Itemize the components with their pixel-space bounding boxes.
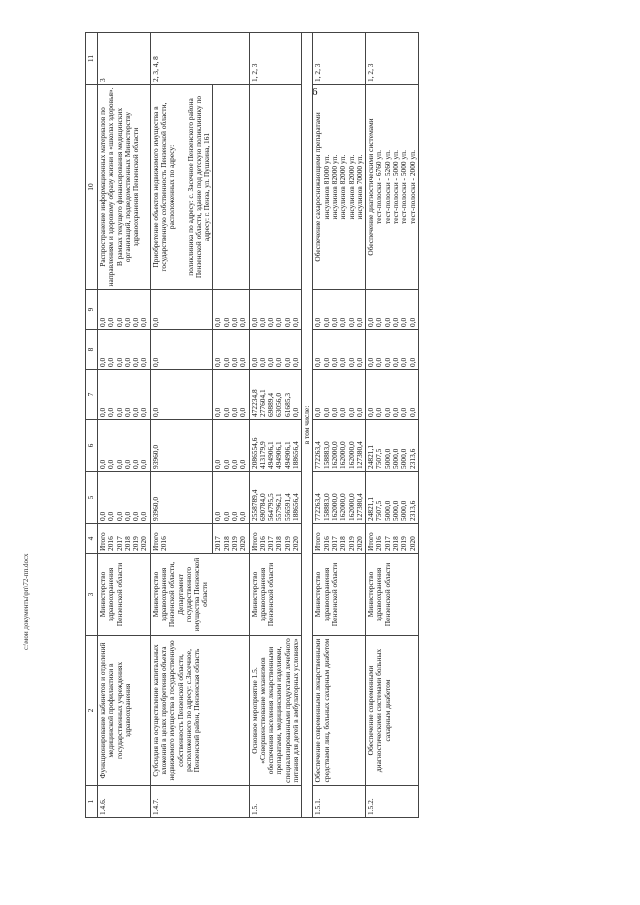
value: 0,0 [131,511,141,521]
value: 158883,0 [321,441,331,469]
value: 0,0 [354,407,364,417]
value: 0,0 [249,357,259,367]
value: 188656,4 [290,493,300,521]
value: 0,0 [221,317,231,327]
value: 0,0 [338,407,348,417]
header-cell: 3 [86,554,98,636]
value: 0,0 [139,407,149,417]
value: 0,0 [213,459,223,469]
including-label: в том числе: [302,33,313,818]
value: 0,0 [238,407,248,417]
value: 690784,0 [257,493,267,521]
value: 0,0 [266,317,276,327]
value: 0,0 [114,407,124,417]
result-text: инсулинов 82000 уп. [346,154,356,220]
value: 0,0 [313,407,323,417]
values-col5 [213,472,249,524]
expected-result [150,85,213,290]
value: 556591,4 [282,493,292,521]
value: 0,0 [290,357,300,367]
value: 5000,0 [382,500,392,521]
value: 772263,4 [313,441,323,469]
row-number: 1.4.6. [98,786,151,818]
row-number: 1.5.2. [366,786,419,818]
value: 0,0 [150,290,213,330]
value: 0,0 [407,407,417,417]
expected-result [98,85,151,290]
value: 0,0 [221,511,231,521]
value: 0,0 [122,357,132,367]
value: 7507,5 [374,448,384,469]
year: 2019 [229,536,239,551]
value: 0,0 [249,317,259,327]
table-row [150,33,213,818]
executor: Министерство здравоохранения Пензенской области [98,554,151,636]
value: 0,0 [229,459,239,469]
value: 0,0 [98,459,107,469]
value: 472234,8 [249,389,259,417]
table-row [313,33,366,818]
value: 0,0 [346,407,356,417]
value: 0,0 [290,407,300,417]
year: 2019 [131,536,141,551]
value: 0,0 [282,317,292,327]
value: 162000,0 [346,493,356,521]
year: 2020 [407,536,417,551]
year: 2019 [346,536,356,551]
value: 93960,0 [150,420,213,472]
value: 0,0 [282,357,292,367]
value: 0,0 [330,407,340,417]
values-col7 [98,370,151,420]
years-cell [213,524,249,554]
value: 0,0 [122,317,132,327]
year: 2016 [158,536,168,551]
result-text: тест-полоски - 2000 уп. [407,150,417,224]
values-col5 [366,472,419,524]
value: 0,0 [313,317,323,327]
value: 0,0 [266,357,276,367]
year: 2018 [338,536,348,551]
year: 2020 [139,536,149,551]
values-col7 [249,370,302,420]
value: 5000,0 [382,448,392,469]
value: 0,0 [139,317,149,327]
result-text: поликлиника по адресу: с. Засечное Пензенского района Пензенской области, здание под детскую поликлинику по адресу: г. Пенза, ул. Пушкина, 161 [185,95,212,279]
activity-name: Субсидия на осуществление капитальных вложений в целях приобретения объекта недвижимого имущества в государственную собственность Пензенской области, расположенного по адресу: с.Засечное, Пензенский район, Пензенская область [150,636,249,786]
year: 2020 [238,536,248,551]
value: 0,0 [229,511,239,521]
activity-name: Функционирование кабинетов и отделений медицинской профилактики в государственных учреждениях здравоохранения [98,636,151,786]
value: 0,0 [382,317,392,327]
value: 2086554,6 [249,437,259,469]
page-number: 6 [312,86,318,98]
values-col9 [366,290,419,330]
value: 0,0 [321,317,331,327]
value: 0,0 [98,317,107,327]
activity-name: Обеспечение современными диагностическими системами больных сахарным диабетом [366,636,419,786]
header-cell: 1 [86,786,98,818]
value: 0,0 [98,511,107,521]
value: 564795,5 [266,493,276,521]
year: Итого [150,532,160,551]
value: 0,0 [366,317,376,327]
value: 0,0 [274,317,284,327]
row-number: 1.5.1. [313,786,366,818]
result-text: В рамках текущего финансирования медицинских организаций, подведомственных Министерству здравоохранения Пензенской области [114,107,141,267]
executor: Министерство здравоохранения Пензенской области [366,554,419,636]
value: 0,0 [139,511,149,521]
value: 0,0 [238,511,248,521]
value: 0,0 [139,459,149,469]
year: 2017 [382,536,392,551]
values-col7 [213,370,249,420]
value: 0,0 [213,357,223,367]
value: 7507,5 [374,500,384,521]
value: 162000,0 [330,441,340,469]
year: Итого [249,532,259,551]
values-col9 [213,290,249,330]
footer-file-path: c:\мои документы\рп\72-пп.docx [22,553,30,650]
value: 0,0 [399,407,409,417]
values-col6 [98,420,151,472]
year: 2016 [321,536,331,551]
executor: Министерство здравоохранения Пензенской области, Департамент государственного имущества Пензенской области [150,554,249,636]
value: 0,0 [131,317,141,327]
values-col5 [98,472,151,524]
value: 0,0 [221,459,231,469]
value: 93960,0 [150,472,213,524]
value: 0,0 [106,459,116,469]
value: 0,0 [229,407,239,417]
value: 0,0 [238,317,248,327]
value: 0,0 [330,317,340,327]
value: 0,0 [313,357,323,367]
year: Итого [366,532,376,551]
section-separator-row [302,33,313,818]
value: 0,0 [221,407,231,417]
value: 0,0 [374,357,384,367]
value: 0,0 [257,357,267,367]
value: 2313,6 [407,448,417,469]
result-text: тест-полоски - 5000 уп. [399,150,409,224]
years-cell [98,524,151,554]
values-col5 [249,472,302,524]
executor: Министерство здравоохранения Пензенской области [249,554,302,636]
value: 0,0 [257,317,267,327]
value: 162000,0 [338,493,348,521]
value: 413179,9 [257,441,267,469]
value: 127380,4 [354,441,364,469]
result-text: тест-полоски - 6760 уп. [374,150,384,224]
result-text: инсулинов 82000 уп. [338,154,348,220]
year: Итого [313,532,323,551]
value: 0,0 [150,330,213,370]
value: 5000,0 [391,448,400,469]
value: 0,0 [229,357,239,367]
value: 0,0 [98,407,107,417]
values-col5 [313,472,366,524]
value: 0,0 [131,459,141,469]
value: 0,0 [114,511,124,521]
program-table [85,32,419,818]
value: 0,0 [374,407,384,417]
row-number: 1.5. [249,786,302,818]
year: 2018 [274,536,284,551]
expected-result [313,85,366,290]
value: 0,0 [354,317,364,327]
year: 2020 [354,536,364,551]
row-number: 1.4.7. [150,786,249,818]
value: 0,0 [106,407,116,417]
value: 0,0 [407,357,417,367]
header-cell: 4 [86,524,98,554]
values-col8 [213,330,249,370]
value: 0,0 [321,357,331,367]
value: 0,0 [122,407,132,417]
value: 5000,0 [399,448,409,469]
value: 0,0 [229,317,239,327]
values-col6 [366,420,419,472]
value: 0,0 [346,357,356,367]
value: 63056,0 [274,392,284,417]
year: 2017 [266,536,276,551]
result-text: инсулинов 70000 уп. [354,154,364,220]
year: 2017 [114,536,124,551]
value: 24821,1 [366,444,376,469]
values-col9 [98,290,151,330]
value: 0,0 [139,357,149,367]
year: 2018 [391,536,400,551]
value: 188656,4 [290,441,300,469]
year: 2016 [257,536,267,551]
value: 772263,4 [313,493,323,521]
value: 24821,1 [366,496,376,521]
executor: Министерство здравоохранения Пензенской области [313,554,366,636]
table-row [98,33,151,818]
value: 0,0 [346,317,356,327]
value: 494906,1 [282,441,292,469]
value: 0,0 [391,357,400,367]
year: 2019 [399,536,409,551]
values-col8 [313,330,366,370]
indicator-ref: 3 [98,33,151,85]
expected-result [366,85,419,290]
value: 0,0 [114,317,124,327]
table-row [249,33,302,818]
value: 0,0 [366,407,376,417]
indicator-ref: 1, 2, 3 [366,33,419,85]
values-col8 [98,330,151,370]
result-text: тест-полоски - 5000 уп. [391,150,400,224]
activity-name: Обеспечение современными лекарственными средствами лиц, больных сахарным диабетом [313,636,366,786]
value: 0,0 [114,357,124,367]
values-col9 [313,290,366,330]
table-row [366,33,419,818]
year: Итого [98,532,107,551]
year: 2016 [106,536,116,551]
indicator-ref: 2, 3, 4, 8 [150,33,249,85]
header-cell: 6 [86,420,98,472]
value: 0,0 [382,407,392,417]
values-col7 [313,370,366,420]
value: 0,0 [407,317,417,327]
value: 0,0 [382,357,392,367]
rotated-table-container [85,33,595,818]
values-col6 [213,420,249,472]
values-col6 [249,420,302,472]
result-text: Обеспечение диагностическими системами [366,118,376,256]
value: 494906,1 [274,441,284,469]
value: 0,0 [122,459,132,469]
value: 557962,1 [274,493,284,521]
header-cell: 5 [86,472,98,524]
header-cell: 11 [86,33,98,85]
values-col6 [313,420,366,472]
header-cell: 2 [86,636,98,786]
values-col8 [366,330,419,370]
value: 5000,0 [399,500,409,521]
value: 0,0 [330,357,340,367]
years-cell [150,524,213,554]
result-text: Обеспечение сахароснижающими препаратами [313,112,323,262]
indicator-ref: 1, 2, 3 [313,33,366,85]
year: 2019 [282,536,292,551]
value: 162000,0 [338,441,348,469]
value: 162000,0 [346,441,356,469]
result-text: Приобретение объектов недвижимого имущества в государственную собственность Пензенской области, расположенных по адресу: [150,102,177,272]
value: 0,0 [374,317,384,327]
value: 0,0 [122,511,132,521]
result-text: тест-полоски - 5260 уп. [382,150,392,224]
value: 2313,6 [407,500,417,521]
header-cell: 10 [86,85,98,290]
value: 0,0 [274,357,284,367]
value: 0,0 [131,407,141,417]
value: 0,0 [106,317,116,327]
value: 277604,1 [257,389,267,417]
value: 0,0 [213,407,223,417]
value: 0,0 [131,357,141,367]
values-col9 [249,290,302,330]
value: 0,0 [213,511,223,521]
value: 0,0 [366,357,376,367]
value: 158883,0 [321,493,331,521]
year: 2020 [290,536,300,551]
value: 494906,1 [266,441,276,469]
year: 2018 [221,536,231,551]
values-col8 [249,330,302,370]
value: 0,0 [238,459,248,469]
years-cell [366,524,419,554]
value: 0,0 [338,357,348,367]
year: 2017 [213,536,223,551]
value: 5000,0 [391,500,400,521]
value: 0,0 [114,459,124,469]
value: 127380,4 [354,493,364,521]
indicator-ref: 1, 2, 3 [249,33,302,85]
value: 0,0 [391,317,400,327]
value: 0,0 [321,407,331,417]
header-cell: 9 [86,290,98,330]
year: 2017 [330,536,340,551]
value: 162000,0 [330,493,340,521]
value: 0,0 [391,407,400,417]
year: 2018 [122,536,132,551]
value: 0,0 [354,357,364,367]
result-text: инсулинов 82000 уп. [330,154,340,220]
value: 0,0 [399,357,409,367]
value: 0,0 [238,357,248,367]
value: 0,0 [221,357,231,367]
empty-cell [249,85,302,290]
value: 69889,4 [266,392,276,417]
header-row [86,33,98,818]
years-cell [249,524,302,554]
value: 0,0 [106,357,116,367]
value: 0,0 [106,511,116,521]
result-text: Распространение информационных материалов по направлениям и здоровому образу жизни в «школах здоровья». [98,87,116,287]
value: 0,0 [213,317,223,327]
value: 2558789,4 [249,489,259,521]
values-col7 [366,370,419,420]
activity-name: Основное мероприятие 1.5. «Совершенствование механизмов обеспечения населения лекарственными препаратами, медицинскими изделиями, специализированными продуктами лечебного питания для детей в амбулаторных условиях» [249,636,302,786]
year: 2016 [374,536,384,551]
value: 0,0 [98,357,107,367]
years-cell [313,524,366,554]
header-cell: 8 [86,330,98,370]
value: 0,0 [399,317,409,327]
value: 0,0 [338,317,348,327]
empty-cell [213,85,249,290]
header-cell: 7 [86,370,98,420]
result-text: инсулинов 81000 уп. [321,154,331,220]
value: 61685,3 [282,392,292,417]
value: 0,0 [290,317,300,327]
value: 0,0 [150,370,213,420]
